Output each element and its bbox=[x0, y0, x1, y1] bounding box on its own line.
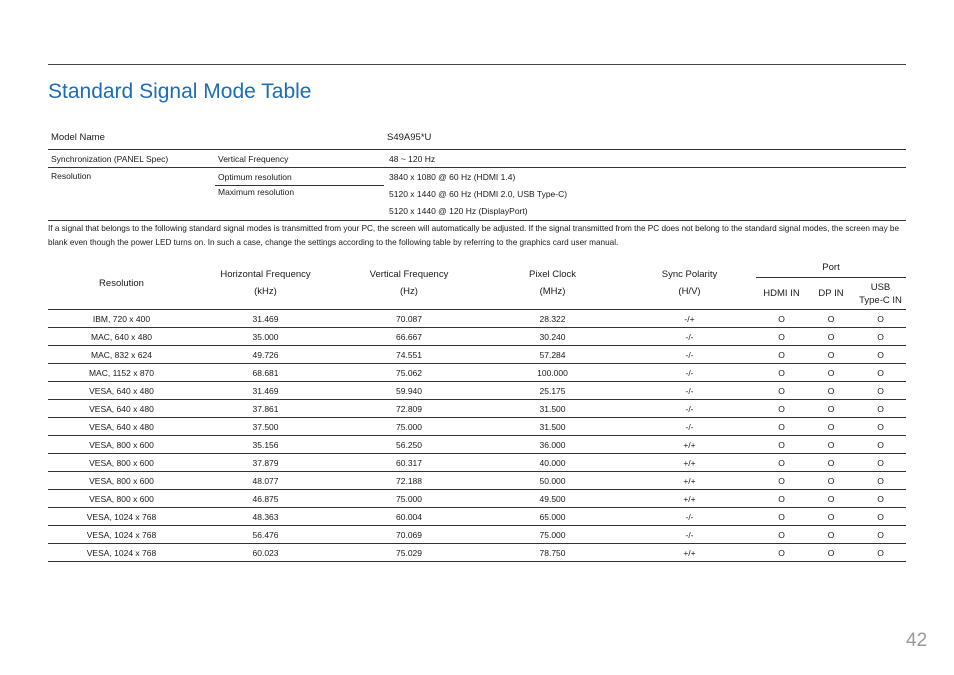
horizontal-frequency-cell: 37.500 bbox=[195, 418, 336, 436]
header-unit: (Hz) bbox=[400, 286, 418, 297]
header-dp-in: DP IN bbox=[807, 278, 855, 310]
table-row bbox=[48, 382, 906, 400]
resolution-cell: VESA, 640 x 480 bbox=[48, 418, 195, 436]
hdmi-in-cell: O bbox=[756, 328, 807, 346]
spec-row-resolution bbox=[48, 168, 906, 186]
sync-polarity-cell: -/- bbox=[623, 364, 756, 382]
usb-type-c-in-cell: O bbox=[855, 400, 906, 418]
sync-polarity-cell: -/- bbox=[623, 382, 756, 400]
dp-in-cell: O bbox=[807, 418, 855, 436]
resolution-cell: VESA, 800 x 600 bbox=[48, 472, 195, 490]
hdmi-in-cell: O bbox=[756, 526, 807, 544]
hdmi-in-cell: O bbox=[756, 400, 807, 418]
dp-in-cell: O bbox=[807, 526, 855, 544]
vertical-frequency-cell: 74.551 bbox=[336, 346, 482, 364]
header-pixel-clock bbox=[482, 257, 623, 310]
spec-table bbox=[48, 128, 906, 221]
pixel-clock-cell: 25.175 bbox=[482, 382, 623, 400]
usb-type-c-in-cell: O bbox=[855, 382, 906, 400]
horizontal-frequency-cell: 46.875 bbox=[195, 490, 336, 508]
header-line: Type-C IN bbox=[859, 294, 902, 306]
pixel-clock-cell: 36.000 bbox=[482, 436, 623, 454]
header-line: Pixel Clock bbox=[529, 269, 576, 280]
vertical-frequency-value: 48 ~ 120 Hz bbox=[384, 150, 906, 168]
usb-type-c-in-cell: O bbox=[855, 490, 906, 508]
sync-polarity-cell: -/- bbox=[623, 346, 756, 364]
vertical-frequency-cell: 75.000 bbox=[336, 418, 482, 436]
horizontal-frequency-cell: 37.861 bbox=[195, 400, 336, 418]
hdmi-in-cell: O bbox=[756, 490, 807, 508]
maximum-resolution-value: 5120 x 1440 @ 60 Hz (HDMI 2.0, USB Type-C) bbox=[389, 189, 568, 199]
sync-polarity-cell: -/- bbox=[623, 526, 756, 544]
vertical-frequency-cell: 60.317 bbox=[336, 454, 482, 472]
pixel-clock-cell: 100.000 bbox=[482, 364, 623, 382]
resolution-cell: VESA, 800 x 600 bbox=[48, 490, 195, 508]
resolution-cell: MAC, 1152 x 870 bbox=[48, 364, 195, 382]
vertical-frequency-cell: 75.000 bbox=[336, 490, 482, 508]
resolution-cell: IBM, 720 x 400 bbox=[48, 310, 195, 328]
hdmi-in-cell: O bbox=[756, 310, 807, 328]
pixel-clock-cell: 49.500 bbox=[482, 490, 623, 508]
horizontal-frequency-cell: 48.363 bbox=[195, 508, 336, 526]
dp-in-cell: O bbox=[807, 346, 855, 364]
sync-label: Synchronization (PANEL Spec) bbox=[48, 150, 215, 168]
header-line: Vertical Frequency bbox=[369, 269, 449, 280]
pixel-clock-cell: 78.750 bbox=[482, 544, 623, 562]
pixel-clock-cell: 40.000 bbox=[482, 454, 623, 472]
horizontal-frequency-cell: 31.469 bbox=[195, 382, 336, 400]
table-row bbox=[48, 490, 906, 508]
vertical-frequency-cell: 59.940 bbox=[336, 382, 482, 400]
header-unit: (H/V) bbox=[678, 286, 701, 297]
dp-in-cell: O bbox=[807, 382, 855, 400]
usb-type-c-in-cell: O bbox=[855, 526, 906, 544]
vertical-frequency-cell: 75.029 bbox=[336, 544, 482, 562]
signal-mode-rows bbox=[48, 310, 906, 562]
table-row bbox=[48, 364, 906, 382]
header-port: Port bbox=[756, 257, 906, 278]
resolution-cell: VESA, 1024 x 768 bbox=[48, 526, 195, 544]
header-unit: (MHz) bbox=[539, 286, 566, 297]
vertical-frequency-label: Vertical Frequency bbox=[215, 150, 384, 168]
header-vertical-frequency bbox=[336, 257, 482, 310]
header-line: USB bbox=[870, 281, 891, 293]
resolution-cell: VESA, 640 x 480 bbox=[48, 382, 195, 400]
table-row bbox=[48, 454, 906, 472]
resolution-cell: VESA, 1024 x 768 bbox=[48, 508, 195, 526]
spec-row-model bbox=[48, 128, 906, 150]
dp-in-cell: O bbox=[807, 508, 855, 526]
hdmi-in-cell: O bbox=[756, 346, 807, 364]
sync-polarity-cell: -/- bbox=[623, 400, 756, 418]
signal-mode-table bbox=[48, 257, 906, 562]
sync-polarity-cell: +/+ bbox=[623, 454, 756, 472]
header-line: Horizontal Frequency bbox=[220, 269, 311, 280]
sync-polarity-cell: -/- bbox=[623, 328, 756, 346]
hdmi-in-cell: O bbox=[756, 382, 807, 400]
horizontal-frequency-cell: 60.023 bbox=[195, 544, 336, 562]
pixel-clock-cell: 50.000 bbox=[482, 472, 623, 490]
vertical-frequency-cell: 70.087 bbox=[336, 310, 482, 328]
horizontal-frequency-cell: 48.077 bbox=[195, 472, 336, 490]
pixel-clock-cell: 30.240 bbox=[482, 328, 623, 346]
sync-polarity-cell: -/- bbox=[623, 508, 756, 526]
vertical-frequency-cell: 66.667 bbox=[336, 328, 482, 346]
dp-in-cell: O bbox=[807, 544, 855, 562]
hdmi-in-cell: O bbox=[756, 436, 807, 454]
model-name-label: Model Name bbox=[48, 128, 384, 150]
model-name-value: S49A95*U bbox=[384, 128, 906, 150]
usb-type-c-in-cell: O bbox=[855, 472, 906, 490]
maximum-resolution-label: Maximum resolution bbox=[215, 186, 384, 221]
vertical-frequency-cell: 56.250 bbox=[336, 436, 482, 454]
resolution-cell: VESA, 640 x 480 bbox=[48, 400, 195, 418]
vertical-frequency-cell: 75.062 bbox=[336, 364, 482, 382]
dp-in-cell: O bbox=[807, 310, 855, 328]
pixel-clock-cell: 31.500 bbox=[482, 400, 623, 418]
optimum-resolution-label: Optimum resolution bbox=[215, 168, 384, 186]
table-row bbox=[48, 508, 906, 526]
header-horizontal-frequency bbox=[195, 257, 336, 310]
table-row bbox=[48, 328, 906, 346]
horizontal-frequency-cell: 35.000 bbox=[195, 328, 336, 346]
horizontal-frequency-cell: 37.879 bbox=[195, 454, 336, 472]
pixel-clock-cell: 75.000 bbox=[482, 526, 623, 544]
resolution-cell: MAC, 832 x 624 bbox=[48, 346, 195, 364]
usb-type-c-in-cell: O bbox=[855, 436, 906, 454]
hdmi-in-cell: O bbox=[756, 454, 807, 472]
usb-type-c-in-cell: O bbox=[855, 544, 906, 562]
vertical-frequency-cell: 60.004 bbox=[336, 508, 482, 526]
resolution-cell: VESA, 1024 x 768 bbox=[48, 544, 195, 562]
vertical-frequency-cell: 72.188 bbox=[336, 472, 482, 490]
resolution-label: Resolution bbox=[48, 168, 215, 221]
header-hdmi-in: HDMI IN bbox=[756, 278, 807, 310]
resolution-cell: MAC, 640 x 480 bbox=[48, 328, 195, 346]
hdmi-in-cell: O bbox=[756, 418, 807, 436]
top-divider bbox=[48, 64, 906, 65]
dp-in-cell: O bbox=[807, 472, 855, 490]
usb-type-c-in-cell: O bbox=[855, 508, 906, 526]
usb-type-c-in-cell: O bbox=[855, 346, 906, 364]
table-row bbox=[48, 436, 906, 454]
hdmi-in-cell: O bbox=[756, 508, 807, 526]
signal-note: If a signal that belongs to the following standard signal modes is transmitted from your PC, the screen will automatically be adjusted. If the signal transmitted from the PC does not belong to the standard signal modes, the screen may be blank even though the power LED turns on. In such a case, change the settings according to the following table by referring to the graphics card user manual. bbox=[48, 224, 900, 247]
pixel-clock-cell: 57.284 bbox=[482, 346, 623, 364]
sync-polarity-cell: +/+ bbox=[623, 436, 756, 454]
hdmi-in-cell: O bbox=[756, 544, 807, 562]
sync-polarity-cell: +/+ bbox=[623, 472, 756, 490]
header-sync-polarity bbox=[623, 257, 756, 310]
page-title: Standard Signal Mode Table bbox=[48, 80, 312, 103]
hdmi-in-cell: O bbox=[756, 472, 807, 490]
horizontal-frequency-cell: 35.156 bbox=[195, 436, 336, 454]
hdmi-in-cell: O bbox=[756, 364, 807, 382]
header-resolution: Resolution bbox=[48, 257, 195, 310]
dp-in-cell: O bbox=[807, 436, 855, 454]
resolution-cell: VESA, 800 x 600 bbox=[48, 436, 195, 454]
pixel-clock-cell: 31.500 bbox=[482, 418, 623, 436]
sync-polarity-cell: -/- bbox=[623, 418, 756, 436]
dp-in-cell: O bbox=[807, 328, 855, 346]
horizontal-frequency-cell: 31.469 bbox=[195, 310, 336, 328]
table-row bbox=[48, 526, 906, 544]
usb-type-c-in-cell: O bbox=[855, 328, 906, 346]
vertical-frequency-cell: 70.069 bbox=[336, 526, 482, 544]
table-row bbox=[48, 400, 906, 418]
header-usb-type-c-in bbox=[855, 278, 906, 310]
pixel-clock-cell: 28.322 bbox=[482, 310, 623, 328]
vertical-frequency-cell: 72.809 bbox=[336, 400, 482, 418]
dp-in-cell: O bbox=[807, 490, 855, 508]
sync-polarity-cell: -/+ bbox=[623, 310, 756, 328]
header-line: Sync Polarity bbox=[661, 269, 718, 280]
horizontal-frequency-cell: 49.726 bbox=[195, 346, 336, 364]
dp-in-cell: O bbox=[807, 454, 855, 472]
maximum-resolution-value: 5120 x 1440 @ 120 Hz (DisplayPort) bbox=[384, 203, 906, 221]
table-row bbox=[48, 418, 906, 436]
sync-polarity-cell: +/+ bbox=[623, 544, 756, 562]
resolution-cell: VESA, 800 x 600 bbox=[48, 454, 195, 472]
dp-in-cell: O bbox=[807, 364, 855, 382]
table-row bbox=[48, 472, 906, 490]
dp-in-cell: O bbox=[807, 400, 855, 418]
horizontal-frequency-cell: 68.681 bbox=[195, 364, 336, 382]
table-row bbox=[48, 346, 906, 364]
usb-type-c-in-cell: O bbox=[855, 454, 906, 472]
sync-polarity-cell: +/+ bbox=[623, 490, 756, 508]
spec-row-sync bbox=[48, 150, 906, 168]
usb-type-c-in-cell: O bbox=[855, 310, 906, 328]
usb-type-c-in-cell: O bbox=[855, 364, 906, 382]
header-unit: (kHz) bbox=[254, 286, 277, 297]
horizontal-frequency-cell: 56.476 bbox=[195, 526, 336, 544]
table-row bbox=[48, 544, 906, 562]
table-row bbox=[48, 310, 906, 328]
pixel-clock-cell: 65.000 bbox=[482, 508, 623, 526]
usb-type-c-in-cell: O bbox=[855, 418, 906, 436]
page-number: 42 bbox=[906, 630, 928, 651]
optimum-resolution-value: 3840 x 1080 @ 60 Hz (HDMI 1.4) bbox=[389, 171, 516, 182]
